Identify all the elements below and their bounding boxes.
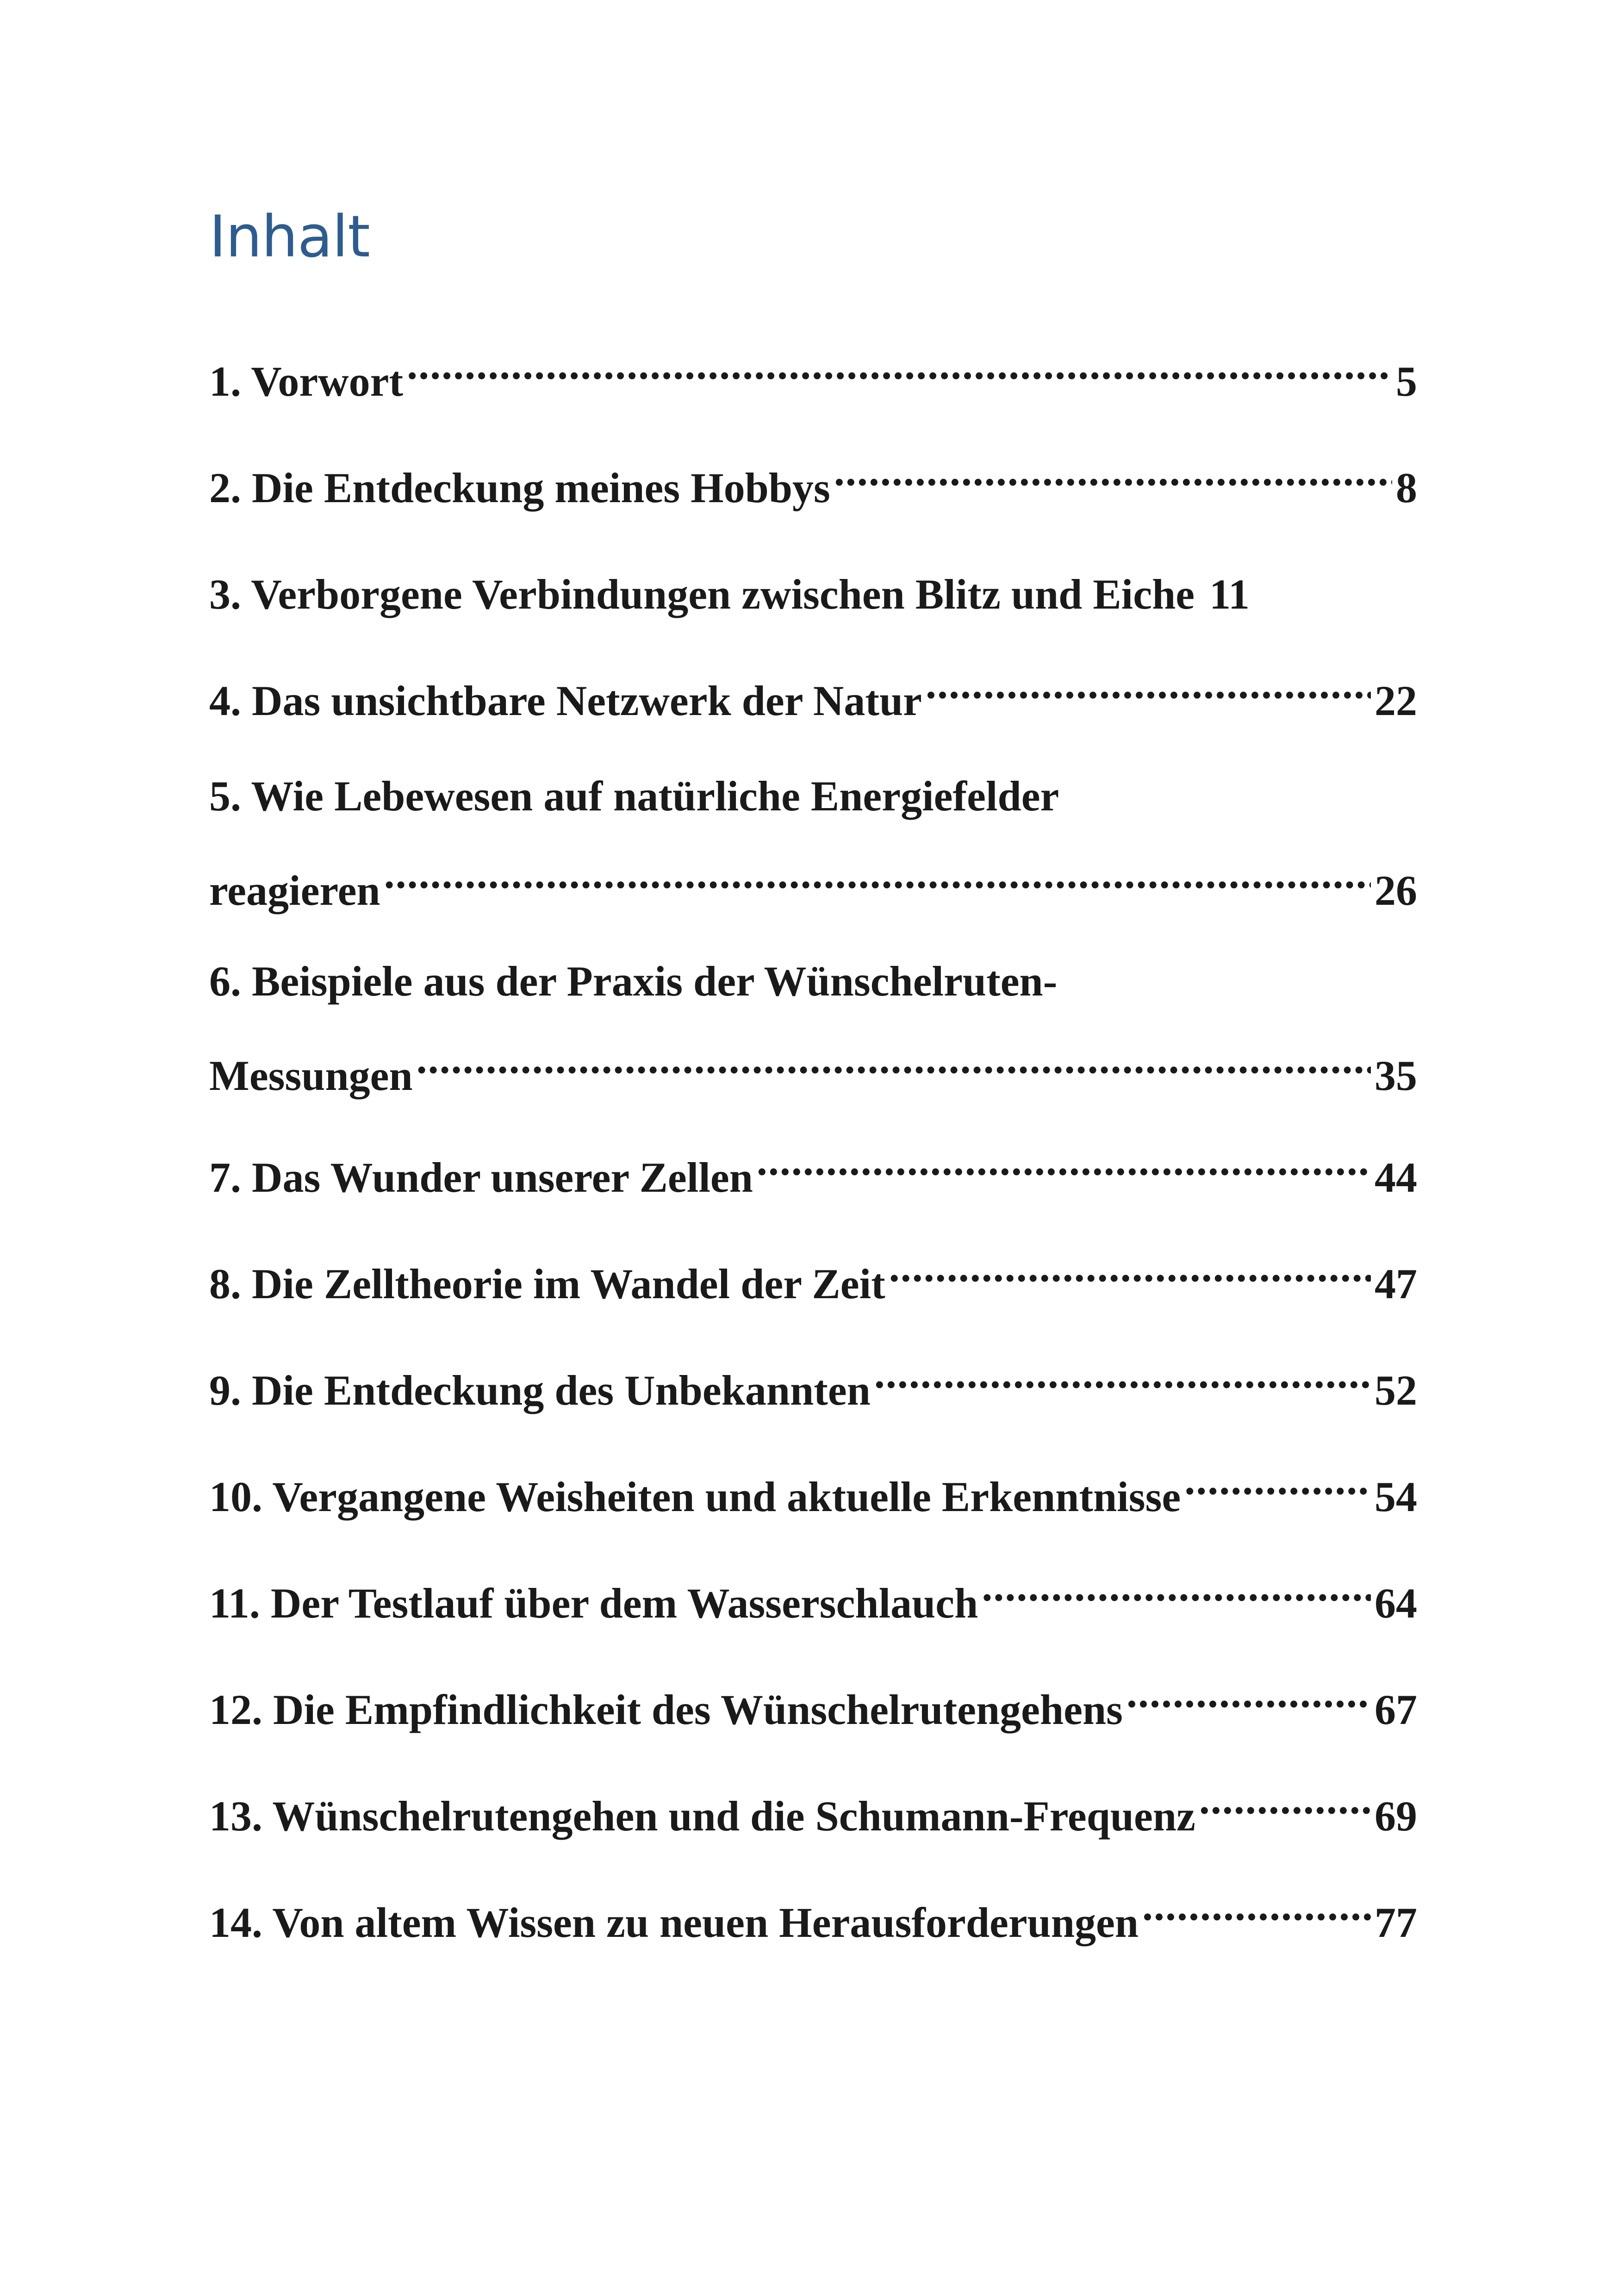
- toc-page-number: 5: [1396, 358, 1417, 405]
- toc-entry[interactable]: [209, 345, 1417, 405]
- toc-page-number: 54: [1375, 1473, 1417, 1520]
- toc-entry-title: 5. Wie Lebewesen auf natürliche Energiefelder: [209, 772, 1059, 820]
- toc-page-number: 8: [1396, 464, 1417, 511]
- dot-leader: [889, 1247, 1371, 1298]
- toc-entry-title: 7. Das Wunder unserer Zellen: [209, 1154, 753, 1201]
- toc-entry-title: 6. Beispiele aus der Praxis der Wünschelruten-: [209, 958, 1058, 1005]
- toc-entry-title: 13. Wünschelrutengehen und die Schumann-Frequenz: [209, 1792, 1195, 1840]
- toc-entry[interactable]: [209, 1247, 1417, 1307]
- toc-entry-title: 4. Das unsichtbare Netzwerk der Natur: [209, 677, 922, 724]
- toc-entry-title: 10. Vergangene Weisheiten und aktuelle Erkenntnisse: [209, 1473, 1181, 1520]
- dot-leader: [1199, 1780, 1371, 1830]
- toc-entry-title: 1. Vorwort: [209, 358, 404, 405]
- toc-entry[interactable]: [209, 956, 1417, 1099]
- toc-entry[interactable]: [209, 1141, 1417, 1201]
- toc-page-number: 69: [1375, 1792, 1417, 1840]
- table-of-contents: [209, 0, 1417, 2296]
- toc-page-number: 52: [1375, 1367, 1417, 1414]
- toc-page-number: 22: [1375, 677, 1417, 724]
- toc-entry[interactable]: [209, 1673, 1417, 1733]
- toc-entry[interactable]: [209, 1567, 1417, 1627]
- dot-leader: [407, 345, 1392, 396]
- dot-leader: [1142, 1886, 1371, 1937]
- toc-entry-title: 2. Die Entdeckung meines Hobbys: [209, 464, 830, 511]
- toc-entry-title-continued: Messungen: [209, 1052, 413, 1099]
- toc-entry-title: 11. Der Testlauf über dem Wasserschlauch: [209, 1580, 978, 1627]
- toc-entry[interactable]: [209, 664, 1417, 724]
- dot-leader: [757, 1141, 1371, 1192]
- toc-entry[interactable]: [209, 451, 1417, 511]
- toc-entry[interactable]: [209, 558, 1417, 618]
- dot-leader: [982, 1567, 1371, 1618]
- toc-entry[interactable]: [209, 1354, 1417, 1414]
- toc-page-number: 35: [1375, 1052, 1417, 1099]
- toc-page-number: 26: [1375, 867, 1417, 914]
- toc-page-number: 67: [1375, 1686, 1417, 1733]
- toc-entry[interactable]: [209, 1460, 1417, 1520]
- toc-entry-title: 12. Die Empfindlichkeit des Wünschelrutengehens: [209, 1686, 1123, 1733]
- toc-entry-title: 14. Von altem Wissen zu neuen Herausforderungen: [209, 1899, 1139, 1946]
- toc-page-number: 47: [1375, 1260, 1417, 1307]
- dot-leader: [417, 1039, 1371, 1090]
- toc-entry[interactable]: [209, 771, 1417, 914]
- toc-entry-title-continued: reagieren: [209, 867, 380, 914]
- toc-entry-title: 8. Die Zelltheorie im Wandel der Zeit: [209, 1260, 885, 1307]
- toc-page-number: 77: [1375, 1899, 1417, 1946]
- toc-entry[interactable]: [209, 1780, 1417, 1840]
- dot-leader: [926, 664, 1371, 715]
- toc-page-number: 11: [1209, 571, 1250, 618]
- toc-entry[interactable]: [209, 1886, 1417, 1946]
- dot-leader: [384, 854, 1371, 905]
- dot-leader: [834, 451, 1392, 502]
- dot-leader: [1126, 1673, 1371, 1724]
- toc-page-number: 44: [1375, 1154, 1417, 1201]
- toc-entry-title: 9. Die Entdeckung des Unbekannten: [209, 1367, 871, 1414]
- toc-page-number: 64: [1375, 1580, 1417, 1627]
- dot-leader: [874, 1354, 1371, 1405]
- toc-heading: Inhalt: [209, 204, 370, 270]
- toc-entry-title: 3. Verborgene Verbindungen zwischen Blitz und Eiche: [209, 571, 1195, 618]
- dot-leader: [1184, 1460, 1371, 1511]
